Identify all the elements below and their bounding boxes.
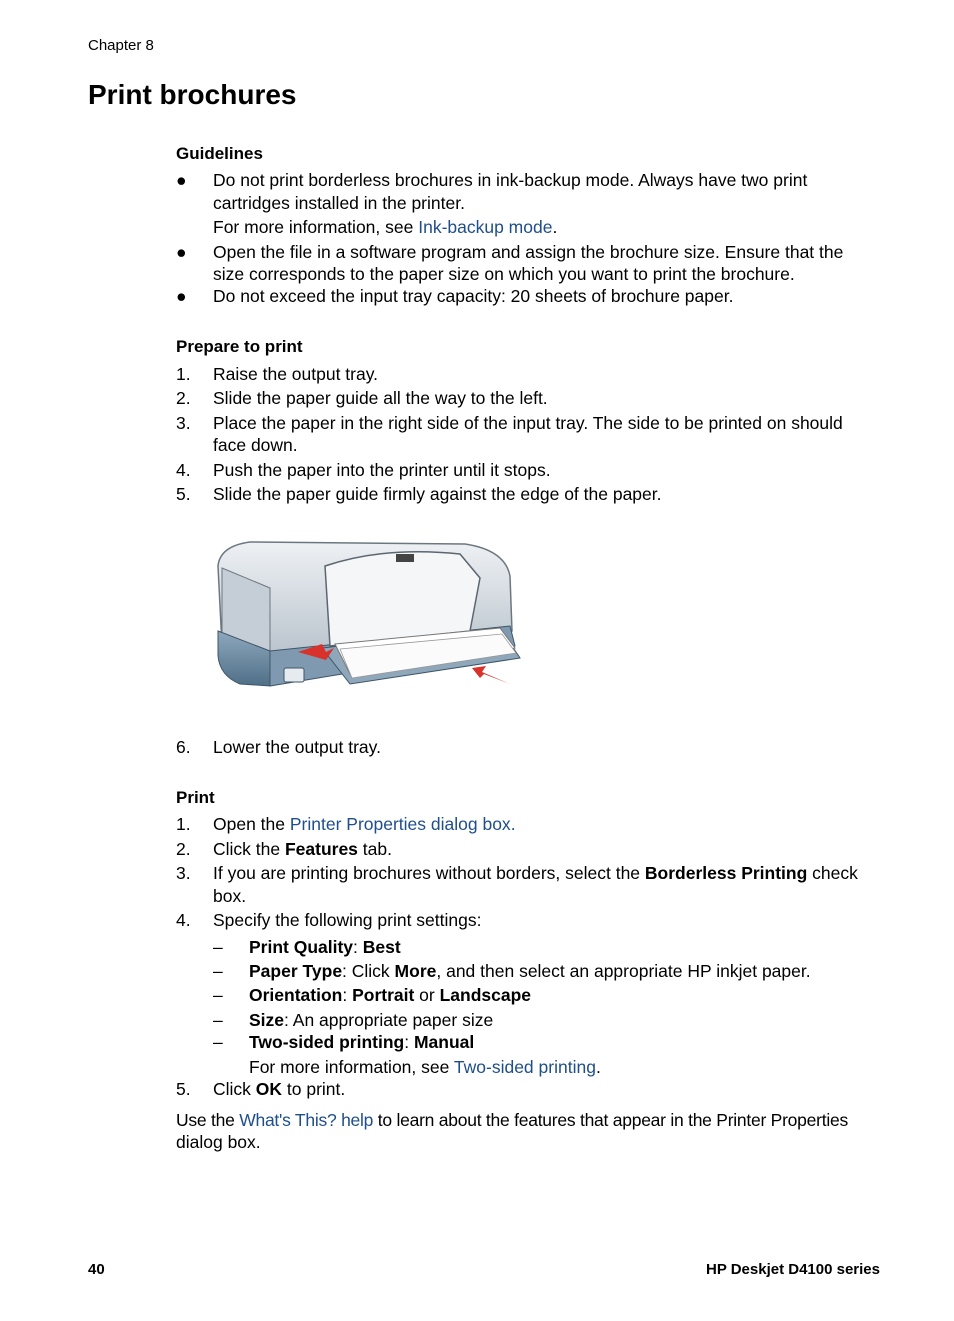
two-sided-printing-link[interactable]: Two-sided printing: [453, 1057, 596, 1077]
period: .: [552, 217, 558, 237]
guideline-2-line-1: Open the file in a software program and assign the brochure size. Ensure that the: [213, 242, 844, 262]
dash-marker: –: [213, 937, 223, 957]
guidelines-heading: Guidelines: [176, 144, 263, 163]
print-step-3-line-2: box.: [213, 886, 247, 906]
step-number: 4.: [176, 910, 191, 930]
two-sided-more-info: [249, 1056, 601, 1079]
text: Click: [213, 1079, 256, 1099]
guideline-3: Do not exceed the input tray capacity: 20 sheets of brochure paper.: [213, 286, 734, 306]
print-step-1-prefix: Open the: [213, 814, 290, 834]
print-step-3-suffix: check: [807, 863, 858, 883]
print-step-2: [213, 838, 392, 861]
period: .: [595, 1057, 601, 1077]
setting-print-quality: [249, 936, 401, 959]
guideline-2-line-2: size corresponds to the paper size on which you want to print the brochure.: [213, 264, 795, 284]
dash-marker: –: [213, 1032, 223, 1052]
prepare-step-2: Slide the paper guide all the way to the left.: [213, 388, 548, 408]
dash-marker: –: [213, 985, 223, 1005]
closing-line-2: dialog box.: [176, 1132, 261, 1152]
chapter-label: Chapter 8: [88, 37, 154, 54]
text: , and then select an appropriate HP inkjet paper.: [436, 961, 811, 981]
text: or: [414, 985, 440, 1005]
print-step-4: Specify the following print settings:: [213, 910, 482, 930]
ink-backup-mode-link[interactable]: Ink-backup mode: [418, 217, 553, 237]
whats-this-help-link[interactable]: What's This? help: [239, 1110, 374, 1130]
text: : An appropriate paper size: [284, 1010, 494, 1030]
text: Use the: [176, 1110, 240, 1130]
bullet-marker: ●: [176, 286, 187, 306]
setting-name: Print Quality: [249, 937, 354, 957]
separator: :: [353, 937, 363, 957]
print-step-3-line-1: [213, 862, 858, 885]
printer-illustration: [210, 536, 522, 702]
period: .: [510, 814, 516, 834]
step-number: 1.: [176, 364, 191, 384]
more-info-prefix: For more information, see: [249, 1057, 454, 1077]
ok-label: OK: [255, 1079, 283, 1099]
setting-paper-type: [249, 960, 811, 983]
bullet-marker: ●: [176, 170, 187, 190]
closing-line-1: [176, 1109, 848, 1132]
setting-size: [249, 1009, 493, 1032]
setting-value: Landscape: [439, 985, 532, 1005]
step-number: 4.: [176, 460, 191, 480]
step-number: 2.: [176, 839, 191, 859]
setting-value: Best: [362, 937, 401, 957]
features-tab-label: Features: [284, 839, 358, 859]
print-step-5: [213, 1078, 345, 1101]
more-info-prefix: For more information, see: [213, 217, 419, 237]
step-number: 6.: [176, 737, 191, 757]
prepare-step-3-line-1: Place the paper in the right side of the input tray. The side to be printed on should: [213, 413, 843, 433]
print-step-3-prefix: If you are printing brochures without borders, select the: [213, 863, 645, 883]
step-number: 3.: [176, 413, 191, 433]
print-step-2-suffix: tab.: [357, 839, 392, 859]
prepare-heading: Prepare to print: [176, 337, 303, 356]
more-label: More: [394, 961, 437, 981]
setting-name: Orientation: [249, 985, 343, 1005]
setting-orientation: [249, 984, 531, 1007]
borderless-printing-label: Borderless Printing: [644, 863, 808, 883]
guideline-1-more-info: [213, 216, 557, 239]
setting-name: Size: [249, 1010, 285, 1030]
prepare-step-1: Raise the output tray.: [213, 364, 379, 384]
setting-name: Paper Type: [249, 961, 343, 981]
step-number: 1.: [176, 814, 191, 834]
printer-icon: [210, 536, 522, 702]
step-number: 5.: [176, 1079, 191, 1099]
setting-value: Portrait: [352, 985, 415, 1005]
setting-value: Manual: [413, 1032, 475, 1052]
printer-properties-link[interactable]: Printer Properties dialog box: [289, 814, 511, 834]
text: : Click: [342, 961, 395, 981]
prepare-step-3-line-2: face down.: [213, 435, 298, 455]
setting-name: Two-sided printing: [249, 1032, 405, 1052]
bullet-marker: ●: [176, 242, 187, 262]
prepare-step-4: Push the paper into the printer until it stops.: [213, 460, 551, 480]
text: to learn about the features that appear in the Printer Properties: [373, 1110, 848, 1130]
print-step-2-prefix: Click the: [213, 839, 285, 859]
prepare-step-5: Slide the paper guide firmly against the edge of the paper.: [213, 484, 662, 504]
page-title: Print brochures: [88, 79, 297, 110]
dash-marker: –: [213, 1010, 223, 1030]
product-name: HP Deskjet D4100 series: [705, 1261, 880, 1278]
dash-marker: –: [213, 961, 223, 981]
setting-two-sided: [249, 1031, 474, 1054]
page-number: 40: [88, 1261, 105, 1278]
text: to print.: [282, 1079, 346, 1099]
guideline-1-line-1: Do not print borderless brochures in ink-backup mode. Always have two print: [213, 170, 808, 190]
step-number: 3.: [176, 863, 191, 883]
prepare-step-6: Lower the output tray.: [213, 737, 381, 757]
separator: :: [404, 1032, 414, 1052]
print-step-1: [213, 813, 516, 836]
print-heading: Print: [176, 788, 215, 807]
step-number: 5.: [176, 484, 191, 504]
guideline-1-line-2: cartridges installed in the printer.: [213, 193, 465, 213]
step-number: 2.: [176, 388, 191, 408]
separator: :: [342, 985, 353, 1005]
